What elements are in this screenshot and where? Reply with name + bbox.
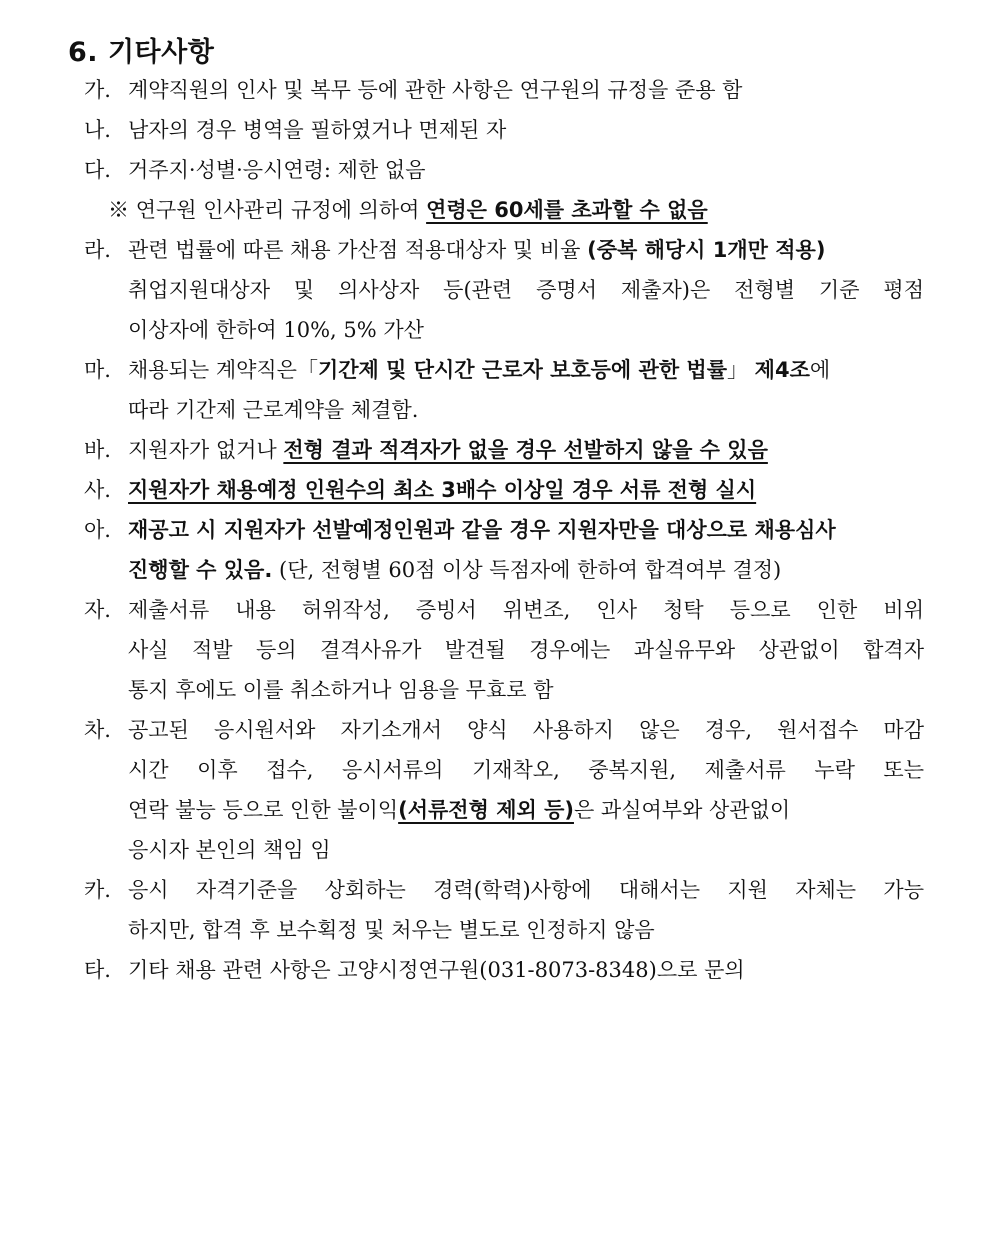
item-continuation: 통지 후에도 이를 취소하거나 임용을 무효로 함 [128, 678, 554, 702]
item-text: 은 과실여부와 상관없이 [573, 798, 791, 822]
note-emphasis: 연령은 60세를 초과할 수 없음 [426, 198, 708, 222]
item-emphasis: 지원자가 채용예정 인원수의 최소 3배수 이상일 경우 서류 전형 실시 [128, 478, 757, 502]
item-text: 」 [726, 358, 748, 382]
item-continuation: 따라 기간제 근로계약을 체결함. [128, 398, 419, 422]
item-marker: 사. [84, 478, 111, 502]
list-item-ba [84, 430, 924, 470]
item-text: 채용되는 계약직은「 [128, 358, 318, 382]
item-text: 응시 자격기준을 상회하는 경력(학력)사항에 대해서는 지원 자체는 가능 [128, 878, 924, 902]
section-title: 6. 기타사항 [68, 37, 215, 68]
item-text: 기타 채용 관련 사항은 고양시정연구원(031-8073-8348)으로 문의 [128, 958, 745, 982]
item-emphasis: (서류전형 제외 등) [398, 798, 574, 822]
list-item-cha [84, 710, 924, 750]
item-text: (단, 전형별 60점 이상 득점자에 한하여 합격여부 결정) [272, 558, 782, 582]
law-name: 기간제 및 단시간 근로자 보호등에 관한 법률 [317, 358, 727, 382]
list-item-ma [84, 350, 924, 390]
item-marker: 가. [84, 78, 111, 102]
item-marker: 나. [84, 118, 111, 142]
item-text: 거주지·성별·응시연령: 제한 없음 [128, 158, 426, 182]
item-emphasis: 진행할 수 있음. [128, 558, 273, 582]
note-text: 연구원 인사관리 규정에 의하여 [135, 198, 427, 222]
item-marker: 카. [84, 878, 111, 902]
item-continuation: 사실 적발 등의 결격사유가 발견될 경우에는 과실유무와 상관없이 합격자 [128, 638, 924, 662]
item-marker: 다. [84, 158, 111, 182]
item-text: 지원자가 없거나 [128, 438, 284, 462]
item-continuation: 하지만, 합격 후 보수획정 및 처우는 별도로 인정하지 않음 [128, 918, 655, 942]
item-marker: 바. [84, 438, 111, 462]
item-text: 남자의 경우 병역을 필하였거나 면제된 자 [128, 118, 507, 142]
item-emphasis: (중복 해당시 1개만 적용) [587, 238, 826, 262]
list-item-ga [84, 70, 924, 110]
item-continuation: 이상자에 한하여 10%, 5% 가산 [128, 318, 424, 342]
law-article: 제4조 [754, 358, 810, 382]
item-continuation: 시간 이후 접수, 응시서류의 기재착오, 중복지원, 제출서류 누락 또는 [128, 758, 924, 782]
item-marker: 마. [84, 358, 111, 382]
item-marker: 타. [84, 958, 111, 982]
reference-mark-icon: ※ [108, 198, 129, 222]
item-continuation [128, 550, 924, 590]
item-marker: 라. [84, 238, 111, 262]
item-text: 공고된 응시원서와 자기소개서 양식 사용하지 않은 경우, 원서접수 마감 [128, 718, 924, 742]
item-marker: 자. [84, 598, 111, 622]
item-emphasis: 재공고 시 지원자가 선발예정인원과 같을 경우 지원자만을 대상으로 채용심사 [128, 518, 836, 542]
item-marker: 차. [84, 718, 111, 742]
list-item-da [84, 150, 924, 190]
list-item-ta [84, 950, 924, 990]
list-item-na [84, 110, 924, 150]
list-item-ka [84, 870, 924, 910]
item-text: 에 [809, 358, 831, 382]
list-item-ja [84, 590, 924, 630]
list-item-sa [84, 470, 924, 510]
item-continuation: 응시자 본인의 책임 임 [128, 838, 331, 862]
item-text: 계약직원의 인사 및 복무 등에 관한 사항은 연구원의 규정을 준용 함 [128, 78, 743, 102]
list-item-a [84, 510, 924, 550]
item-emphasis: 전형 결과 적격자가 없을 경우 선발하지 않을 수 있음 [283, 438, 768, 462]
item-text: 관련 법률에 따른 채용 가산점 적용대상자 및 비율 [128, 238, 588, 262]
item-continuation: 취업지원대상자 및 의사상자 등(관련 증명서 제출자)은 전형별 기준 평점 [128, 278, 924, 302]
item-marker: 아. [84, 518, 111, 542]
item-text: 연락 불능 등으로 인한 불이익 [128, 798, 399, 822]
item-text: 제출서류 내용 허위작성, 증빙서 위변조, 인사 청탁 등으로 인한 비위 [128, 598, 924, 622]
list-item-ra [84, 230, 924, 270]
item-continuation [128, 790, 924, 830]
age-limit-note [108, 190, 708, 230]
